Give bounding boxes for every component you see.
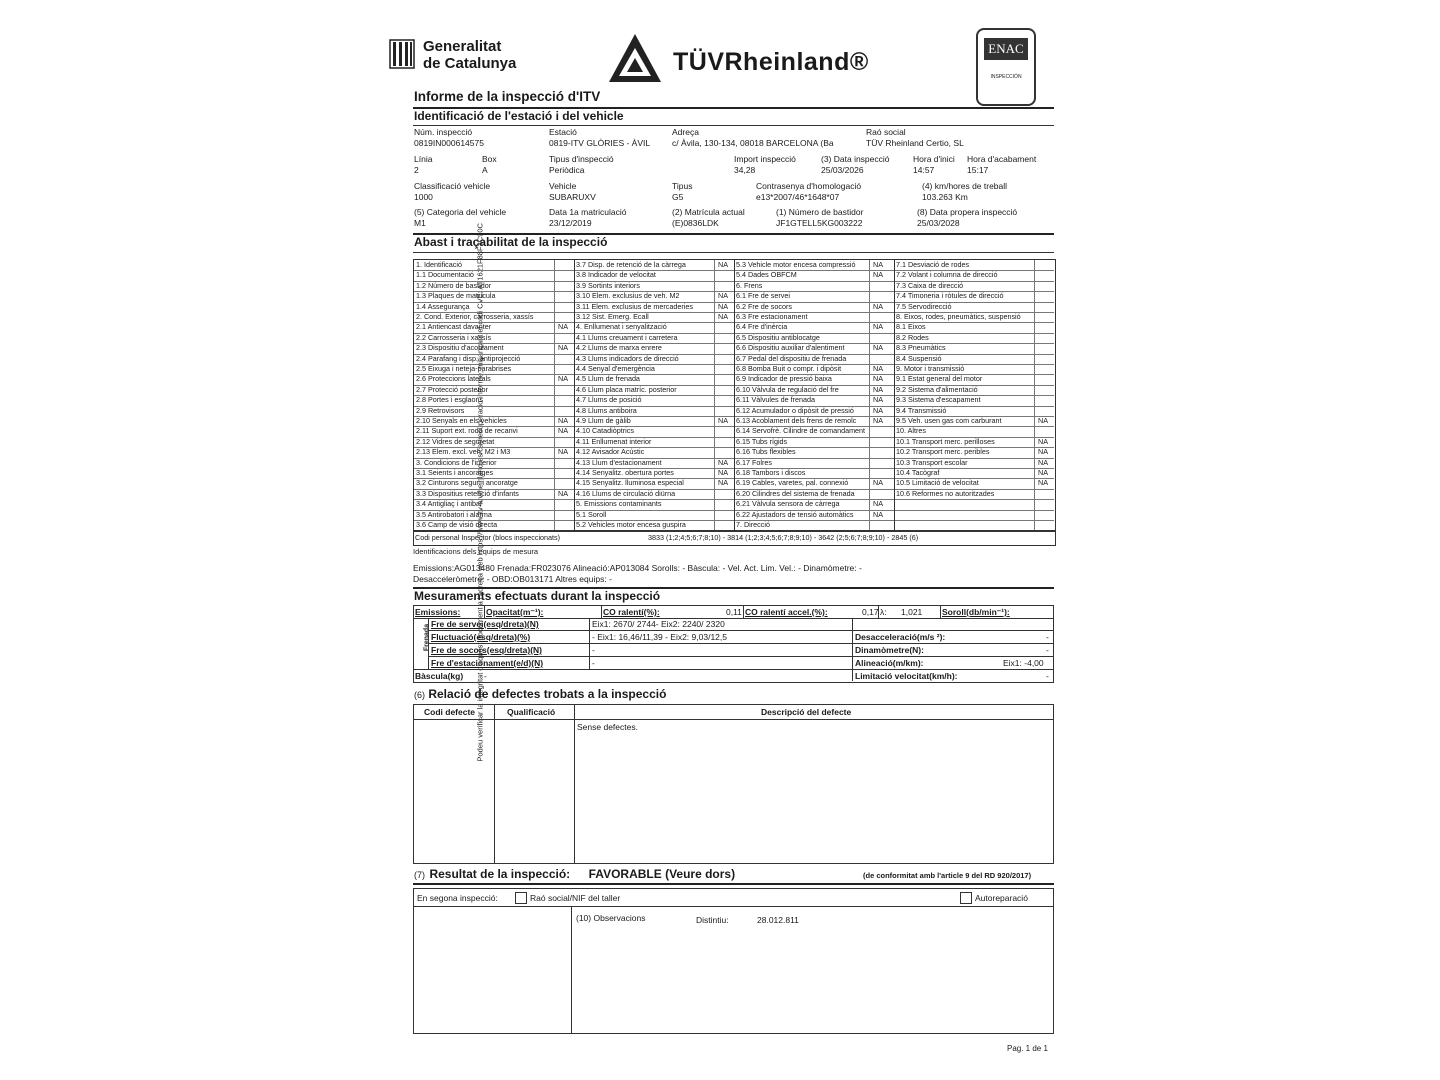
abast-item: 4.5 Llum de frenada (576, 374, 640, 384)
abast-title: Abast i traçabilitat de la inspecció (414, 235, 608, 249)
ident-field-label: Núm. inspecció (414, 127, 473, 137)
ident-field (414, 181, 490, 202)
abast-item: 2.5 Eixuga i neteja-parabrises (416, 364, 512, 373)
abast-item: 5. Emissions contaminants (576, 499, 662, 509)
segona-box (413, 888, 1054, 1034)
tuv-triangle-logo-icon (607, 32, 663, 84)
abast-item: 8.4 Suspensió (896, 353, 942, 363)
abast-item: 1. Identificació (416, 260, 462, 269)
abast-item: 2. Cond. Exterior, carrosseria, xassís (416, 312, 534, 321)
ident-field-value: G5 (672, 192, 684, 202)
abast-item: 7.5 Servodirecció (896, 301, 952, 311)
abast-item: 3.1 Seients i ancoratges (416, 468, 494, 477)
ident-field-value: 34,28 (734, 165, 756, 175)
ident-field (922, 181, 1007, 202)
abast-item: 3.12 Sist. Emerg. Ecall (576, 312, 649, 321)
enac-logo-text: ENAC (984, 38, 1028, 60)
observacions-label: (10) Observacions (576, 913, 646, 923)
inspector-row (413, 531, 1056, 546)
ident-field (414, 154, 432, 175)
abast-item: 3.7 Disp. de retenció de la càrrega (576, 260, 686, 269)
defect-row-text: Sense defectes. (577, 722, 638, 732)
abast-item: 9.1 Estat general del motor (896, 374, 983, 384)
abast-item-status: NA (718, 457, 728, 467)
abast-item: 4. Enllumenat i senyalització (576, 322, 667, 332)
abast-item: 9.2 Sistema d'alimentació (896, 384, 978, 394)
abast-item: 6.14 Servofrè. Cilindre de comandament (736, 426, 866, 436)
frenada-label: Frenada (423, 623, 431, 652)
abast-item: 3.11 Elem. exclusius de mercaderies (576, 301, 693, 311)
abast-item-status: NA (1038, 416, 1048, 425)
generalitat-line1: Generalitat (423, 38, 502, 55)
ident-field-value: Periòdica (549, 165, 585, 175)
segona-label: En segona inspecció: (417, 893, 498, 903)
fre-servei-label: Fre de servei(esq/dreta)(N) (431, 619, 539, 629)
abast-item: 6.9 Indicador de pressió baixa (736, 374, 832, 384)
col-codi: Codi defecte (424, 707, 476, 717)
ident-field-value: SUBARUXV (549, 192, 596, 202)
abast-item-status: NA (558, 416, 568, 425)
abast-item: 1.2 Número de bastidor (416, 280, 492, 290)
ident-field (734, 154, 796, 175)
abast-item: 9.5 Veh. usen gas com carburant (896, 416, 1002, 425)
abast-item: 5.3 Vehicle motor encesa compressió (736, 260, 856, 269)
alin-label: Alineació(m/km): (855, 658, 924, 668)
resultat-label: Resultat de la inspecció: (429, 867, 571, 881)
abast-item-status: NA (873, 374, 883, 384)
ident-field (913, 154, 955, 175)
abast-item: 3.5 Antirobatori i alarma (416, 509, 492, 519)
ident-field-value: 23/12/2019 (549, 218, 592, 228)
ident-field (549, 127, 650, 148)
inspection-report (385, 22, 1057, 1062)
abast-item: 4.4 Senyal d'emergència (576, 364, 655, 373)
abast-item-status: NA (718, 312, 728, 321)
ident-field (549, 181, 596, 202)
dinam-value: - (1046, 645, 1049, 655)
abast-item: 6.19 Cables, varetes, pal. connexió (736, 478, 849, 488)
ident-field-value: 15:17 (967, 165, 989, 175)
abast-item: 6.4 Fre d'inèrcia (736, 322, 788, 332)
desacc-label: Desacceleració(m/s ²): (855, 632, 946, 642)
ident-field-label: Raó social (866, 127, 906, 137)
ident-field-label: Import inspecció (734, 154, 796, 164)
abast-item: 1.3 Plaques de matrícula (416, 291, 496, 301)
abast-item-status: NA (558, 343, 568, 353)
abast-item: 4.15 Senyalitz. lluminosa especial (576, 478, 684, 488)
abast-item: 8.2 Rodes (896, 332, 929, 342)
ident-field-label: (4) km/hores de treball (922, 181, 1008, 191)
abast-item: 2.6 Proteccions laterals (416, 374, 491, 384)
col-qualificacio: Qualificació (507, 707, 556, 717)
ident-field-label: Estació (549, 127, 577, 137)
ident-field-value: 25/03/2028 (917, 218, 960, 228)
abast-item: 5.2 Vehicles motor encesa guspira (576, 520, 686, 529)
abast-item: 8.1 Eixos (896, 322, 926, 332)
abast-item: 6.17 Folres (736, 457, 772, 467)
ident-field-value: 0819-ITV GLÒRIES - ÀVIL (549, 138, 651, 148)
abast-item: 9.4 Transmissió (896, 405, 947, 415)
abast-item: 4.6 Llum placa matríc. posterior (576, 384, 677, 394)
ident-field (414, 207, 506, 228)
abast-item-status: NA (1038, 468, 1048, 477)
abast-item: 8.3 Pneumàtics (896, 343, 946, 353)
ident-field-label: (2) Matrícula actual (672, 207, 745, 217)
abast-item-status: NA (558, 374, 568, 384)
ident-field (672, 181, 692, 202)
ident-field (672, 207, 745, 228)
emissions-label: Emissions: (415, 607, 461, 617)
abast-item-status: NA (718, 478, 728, 488)
inspector-value: 3833 (1;2;4;5;6;7;8;10) - 3814 (1;2;3;4;5;6;7;8;9;10) - 3642 (2;5;6;7;8;9;10) - 2845 (6) (648, 533, 919, 542)
abast-item-status: NA (873, 260, 883, 269)
abast-item: 4.8 Llums antiboira (576, 405, 637, 415)
col-descripcio: Descripció del defecte (761, 707, 852, 717)
resultat-row (414, 865, 735, 883)
autoreparacio-checkbox[interactable] (960, 892, 972, 904)
abast-item: 4.10 Catadiòptrics (576, 426, 634, 436)
ident-field-value: TÜV Rheinland Certio, SL (866, 138, 964, 148)
abast-item-status: NA (873, 322, 883, 332)
fluctuacio-value: - Eix1: 16,46/11,39 - Eix2: 9,03/12,5 (592, 632, 727, 642)
ident-field-value: 0819IN000614575 (414, 138, 484, 148)
lambda-label: λ: (880, 607, 887, 617)
co-ralenti-label: CO ralentí(%): (603, 607, 660, 617)
abast-item: 1.1 Documentació (416, 270, 474, 280)
abast-item-status: NA (873, 478, 883, 488)
abast-item: 2.9 Retrovisors (416, 405, 465, 415)
abast-item-status: NA (873, 395, 883, 405)
abast-item-status: NA (558, 426, 568, 436)
ident-field (672, 127, 834, 148)
abast-item-status: NA (1038, 478, 1048, 488)
report-title: Informe de la inspecció d'ITV (414, 89, 601, 104)
ident-field-label: Vehicle (549, 181, 577, 191)
generalitat-line2: de Catalunya (423, 55, 517, 72)
abast-item: 5.1 Soroll (576, 509, 607, 519)
co-accel-label: CO ralentí accel.(%): (745, 607, 828, 617)
ident-field-label: Tipus (672, 181, 693, 191)
ident-field-value: e13*2007/46*1648*07 (756, 192, 840, 202)
ident-field (866, 127, 964, 148)
abast-item: 6.3 Fre estacionament (736, 312, 808, 321)
abast-item: 3.8 Indicador de velocitat (576, 270, 656, 280)
abast-item: 10.3 Transport escolar (896, 457, 968, 467)
alin-value: Eix1: -4,00 (1003, 658, 1044, 668)
abast-item: 3.10 Elem. exclusius de veh. M2 (576, 291, 680, 301)
emissions-row (414, 606, 1053, 619)
page-number: Pag. 1 de 1 (1007, 1044, 1048, 1053)
abast-item: 8. Eixos, rodes, pneumàtics, suspensió (896, 312, 1021, 321)
abast-item: 6.21 Vàlvula sensora de càrrega (736, 499, 840, 509)
abast-item: 6.20 Cilindres del sistema de frenada (736, 488, 855, 498)
equips-line1: Emissions:AG013480 Frenada:FR023076 Alineació:AP013084 Sorolls: - Bàscula: - Vel. Act. Lim. Vel.: - Dinamòmetre: - (413, 563, 862, 573)
abast-item: 10.1 Transport merc. perilloses (896, 436, 995, 446)
bascula-value: - (484, 671, 487, 681)
ident-field-value: JF1GTELL5KG003222 (776, 218, 863, 228)
abast-item: 2.1 Antiencast davanter (416, 322, 492, 332)
abast-item: 4.16 Llums de circulació diürna (576, 488, 676, 498)
abast-item: 9. Motor i transmissió (896, 364, 965, 373)
ident-field-value: 14:57 (913, 165, 935, 175)
abast-item: 7.1 Desviació de rodes (896, 260, 970, 269)
resultat-value: FAVORABLE (Veure dors) (588, 867, 736, 881)
abast-item-status: NA (558, 322, 568, 332)
opacitat-label: Opacitat(m⁻¹): (486, 607, 544, 617)
mesuraments-table (413, 605, 1054, 683)
abast-grid (413, 259, 1056, 531)
fluctuacio-label: Fluctuació(esq/dreta)(%) (431, 632, 531, 642)
abast-item: 6.12 Acumulador o dipòsit de pressió (736, 405, 854, 415)
abast-item-status: NA (1038, 457, 1048, 467)
defectes-title: Relació de defectes trobats a la inspecció (428, 687, 667, 701)
defectes-table (413, 704, 1054, 864)
ident-field (414, 127, 484, 148)
abast-item: 2.7 Protecció posterior (416, 384, 488, 394)
abast-item: 3.9 Sortints interiors (576, 280, 640, 290)
ident-field-label: Box (482, 154, 497, 164)
abast-item: 4.9 Llum de gàlib (576, 416, 631, 425)
ident-field-value: 2 (414, 165, 419, 175)
enac-logo (976, 28, 1036, 106)
abast-item: 3.6 Camp de visió directa (416, 520, 498, 529)
generalitat-logo-icon (389, 38, 415, 70)
abast-item: 10.6 Reformes no autoritzades (896, 488, 995, 498)
abast-item: 6.15 Tubs rígids (736, 436, 788, 446)
fre-estac-label: Fre d'estacionament(e/d)(N) (431, 658, 544, 668)
ident-field-value: 25/03/2026 (821, 165, 864, 175)
abast-item-status: NA (873, 405, 883, 415)
abast-item-status: NA (718, 260, 728, 269)
ident-field (756, 181, 861, 202)
autoreparacio-label: Autoreparació (975, 893, 1028, 903)
inspector-label: Codi personal Inspector (blocs inspeccionats) (415, 533, 561, 542)
abast-item: 2.2 Carrosseria i xassís (416, 332, 492, 342)
defectes-num: (6) (414, 690, 425, 700)
equips-line2: Desacceleròmetre: - OBD:OB013171 Altres equips: - (413, 574, 612, 584)
abast-item-status: NA (873, 416, 883, 425)
abast-item-status: NA (1038, 436, 1048, 446)
abast-item: 6.22 Ajustadors de tensió automàtics (736, 509, 854, 519)
abast-item: 7.3 Caixa de direcció (896, 280, 964, 290)
desacc-value: - (1046, 632, 1049, 642)
abast-item: 3.4 Antigliaç i antibaf (416, 499, 482, 509)
abast-item: 2.4 Parafang i disp. antiprojecció (416, 353, 521, 363)
abast-item: 3.2 Cinturons segur. i ancoratge (416, 478, 518, 488)
limit-value: - (1046, 671, 1049, 681)
abast-item-status: NA (718, 291, 728, 301)
abast-item: 10. Altres (896, 426, 926, 436)
abast-item: 10.5 Limitació de velocitat (896, 478, 979, 488)
ident-field-label: Hora d'acabament (967, 154, 1037, 164)
ident-field-value: 103.263 Km (922, 192, 968, 202)
bascula-label: Bàscula(kg) (415, 671, 464, 681)
ident-field-label: (3) Data inspecció (821, 154, 890, 164)
abast-item: 7.2 Volant i columna de direcció (896, 270, 998, 280)
abast-item: 7.4 Timoneria i ròtules de direcció (896, 291, 1004, 301)
abast-item: 2.10 Senyals en els vehicles (416, 416, 507, 425)
ident-field (549, 207, 626, 228)
ident-field-label: Contrasenya d'homologació (756, 181, 862, 191)
abast-item: 6.10 Vàlvula de regulació del fre (736, 384, 839, 394)
fre-servei-value: Eix1: 2670/ 2744- Eix2: 2240/ 2320 (592, 619, 725, 629)
abast-item: 6.5 Dispositiu antiblocatge (736, 332, 820, 342)
abast-item: 4.3 Llums indicadors de direcció (576, 353, 679, 363)
abast-item: 6.6 Dispositiu auxiliar d'alentiment (736, 343, 845, 353)
abast-item: 6.11 Vàlvules de frenada (736, 395, 815, 405)
abast-item: 10.4 Tacògraf (896, 468, 940, 477)
equips-title: Identificacions dels equips de mesura (413, 547, 539, 556)
ident-field-value: M1 (414, 218, 426, 228)
resultat-note: (de conformitat amb l'article 9 del RD 920/2017) (863, 871, 1032, 880)
abast-item: 2.13 Elem. excl. veh. M2 i M3 (416, 447, 511, 457)
abast-item-status: NA (873, 270, 883, 280)
abast-item-status: NA (718, 301, 728, 311)
fre-socors-value: - (592, 645, 595, 655)
ident-field-value: c/ Àvila, 130-134, 08018 BARCELONA (Ba (672, 138, 834, 148)
abast-item: 6.1 Fre de servei (736, 291, 790, 301)
fre-estac-value: - (592, 658, 595, 668)
rao-checkbox[interactable] (515, 892, 527, 904)
enac-logo-sub: INSPECCIÓN (990, 74, 1022, 80)
ident-field-label: Data 1a matriculació (549, 207, 627, 217)
abast-item: 4.14 Senyalitz. obertura portes (576, 468, 674, 477)
abast-item: 9.3 Sistema d'escapament (896, 395, 981, 405)
co-accel-value: 0,17 (862, 607, 879, 617)
limit-label: Limitació velocitat(km/h): (855, 671, 958, 681)
abast-item-status: NA (873, 343, 883, 353)
abast-item: 4.11 Enllumenat interior (576, 436, 652, 446)
abast-item: 4.7 Llums de posició (576, 395, 642, 405)
abast-item: 4.13 Llum d'estacionament (576, 457, 662, 467)
ident-field (917, 207, 1017, 228)
abast-item: 3. Condicions de l'interior (416, 457, 497, 467)
abast-item-status: NA (873, 364, 883, 373)
abast-item: 6.8 Bomba Buit o compr. i dipòsit (736, 364, 842, 373)
abast-item: 4.12 Avisador Acústic (576, 447, 645, 457)
abast-item-status: NA (558, 447, 568, 457)
abast-item: 1.4 Assegurança (416, 301, 470, 311)
defectes-heading (414, 687, 666, 701)
ident-field-value: A (482, 165, 488, 175)
co-ralenti-value: 0,11 (726, 607, 742, 617)
ident-field-label: (1) Número de bastidor (776, 207, 864, 217)
ident-field-label: Adreça (672, 127, 699, 137)
abast-item-status: NA (873, 384, 883, 394)
abast-item: 10.2 Transport merc. peribles (896, 447, 990, 457)
abast-item: 6.13 Acoblament dels frens de remolc (736, 416, 857, 425)
ident-title: Identificació de l'estació i del vehicle (414, 109, 624, 123)
ident-field-value: (E)0836LDK (672, 218, 719, 228)
ident-field (482, 154, 497, 175)
ident-field-label: Hora d'inici (913, 154, 955, 164)
ident-field-label: Classificació vehicle (414, 181, 491, 191)
fre-socors-label: Fre de socors(esq/dreta)(N) (431, 645, 542, 655)
abast-item-status: NA (873, 509, 883, 519)
ident-field-label: Tipus d'inspecció (549, 154, 614, 164)
generalitat-name (423, 38, 516, 72)
ident-field-label: (8) Data propera inspecció (917, 207, 1018, 217)
abast-item-status: NA (1038, 447, 1048, 457)
abast-item-status: NA (873, 499, 883, 509)
abast-item: 2.8 Portes i esglaons (416, 395, 484, 405)
ident-field (821, 154, 890, 175)
lambda-value: 1,021 (901, 607, 923, 617)
resultat-num: (7) (414, 870, 425, 880)
abast-item-status: NA (873, 301, 883, 311)
rao-label: Raó social/NIF del taller (530, 893, 621, 903)
abast-item: 5.4 Dades OBFCM (736, 270, 797, 280)
abast-item: 7. Direcció (736, 520, 770, 529)
abast-item: 2.11 Suport ext. roda de recanvi (416, 426, 518, 436)
ident-field-label: Línia (414, 154, 433, 164)
abast-item: 3.3 Dispositius retenció d'infants (416, 488, 519, 498)
ident-field (776, 207, 863, 228)
abast-item: 4.2 Llums de marxa enrere (576, 343, 662, 353)
distintiu-value: 28.012.811 (757, 915, 799, 925)
ident-field-value: 1000 (414, 192, 433, 202)
abast-item: 2.12 Vidres de seguretat (416, 436, 495, 446)
abast-item: 6.16 Tubs flexibles (736, 447, 796, 457)
abast-item: 6.7 Pedal del dispositiu de frenada (736, 353, 847, 363)
dinam-label: Dinamòmetre(N): (855, 645, 924, 655)
ident-field-label: (5) Categoria del vehicle (414, 207, 507, 217)
ident-field (967, 154, 1036, 175)
tuv-brand: TÜVRheinland® (673, 48, 869, 76)
abast-item: 6. Frens (736, 280, 763, 290)
distintiu-label: Distintiu: (696, 915, 729, 925)
abast-item: 6.18 Tambors i discos (736, 468, 806, 477)
soroll-label: Soroll(db/min⁻¹): (942, 607, 1010, 617)
mesuraments-title: Mesuraments efectuats durant la inspecció (414, 589, 661, 603)
verification-side-text: Podeu verificar la integritat d'aquest document a l'adreça web https://www.itv-tuvrheinland.es/cat/recuperacio-informe, mitjançant el codi CVE: AT1621F88F3C90C (475, 223, 485, 762)
abast-item-status: NA (718, 416, 728, 425)
abast-item: 6.2 Fre de socors (736, 301, 792, 311)
abast-item: 2.3 Dispositiu d'acoblament (416, 343, 504, 353)
abast-item-status: NA (558, 488, 568, 498)
ident-field (549, 154, 614, 175)
abast-item-status: NA (718, 468, 728, 477)
abast-item: 4.1 Llums creuament i carretera (576, 332, 678, 342)
